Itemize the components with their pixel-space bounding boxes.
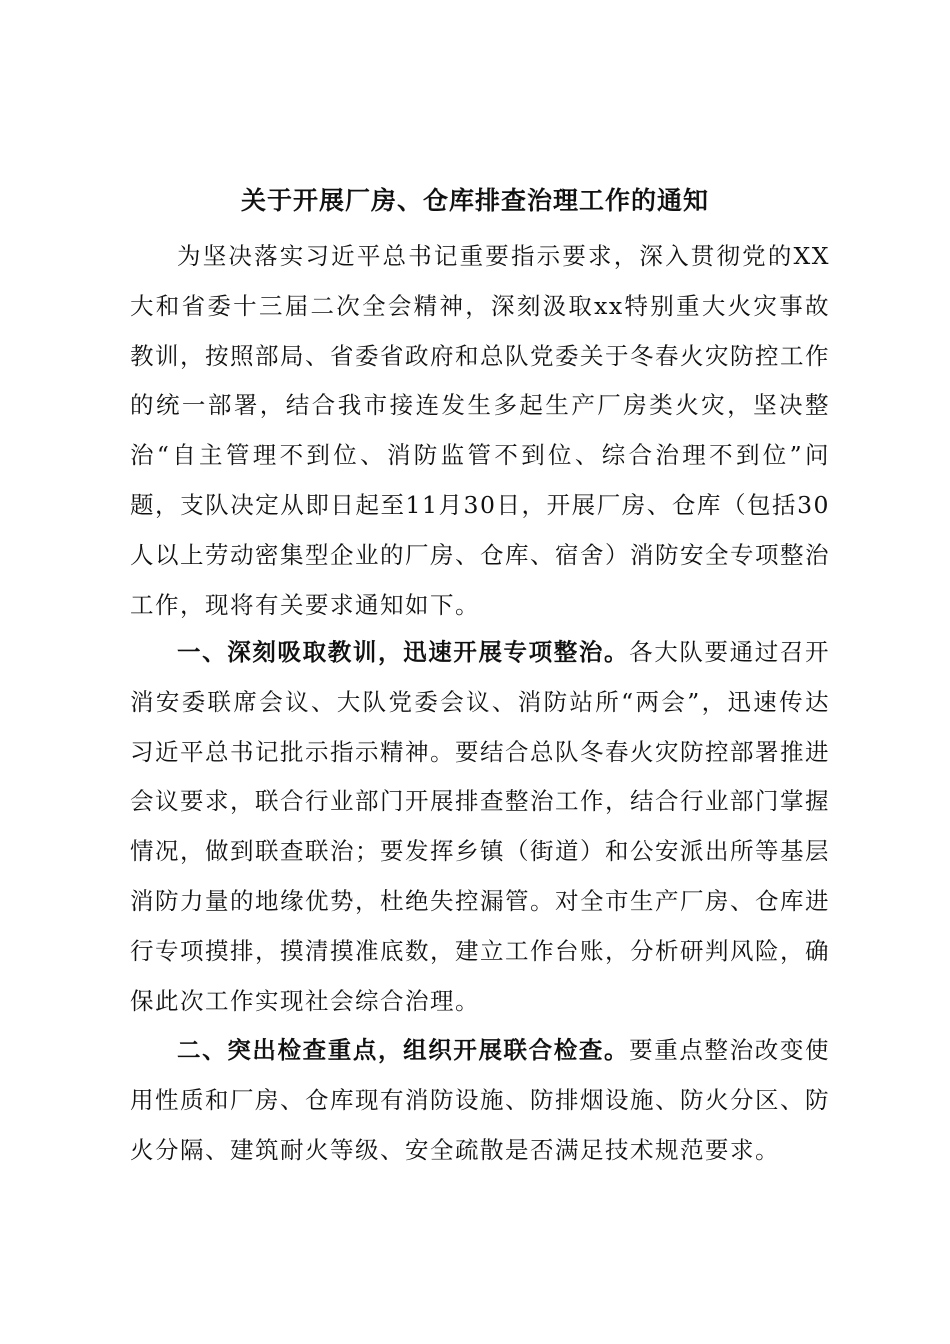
paragraph-section-1	[130, 628, 830, 1026]
paragraph-text	[130, 1026, 830, 1175]
paragraph-text	[130, 628, 830, 1026]
paragraph-body: 各大队要通过召开消安委联席会议、大队党委会议、消防站所“两会”，迅速传达习近平总书记批示指示精神。要结合总队冬春火灾防控部署推进会议要求，联合行业部门开展排查整治工作，结合行业部门掌握情况，做到联查联治；要发挥乡镇（街道）和公安派出所等基层消防力量的地缘优势，杜绝失控漏管。对全市生产厂房、仓库进行专项摸排，摸清摸准底数，建立工作台账，分析研判风险，确保此次工作实现社会综合治理。	[130, 638, 831, 1015]
paragraph-body: 为坚决落实习近平总书记重要指示要求，深入贯彻党的XX大和省委十三届二次全会精神，深刻汲取xx特别重大火灾事故教训，按照部局、省委省政府和总队党委关于冬春火灾防控工作的统一部署，结合我市接连发生多起生产厂房类火灾，坚决整治“自主管理不到位、消防监管不到位、综合治理不到位”问题，支队决定从即日起至11月30日，开展厂房、仓库（包括30人以上劳动密集型企业的厂房、仓库、宿舍）消防安全专项整治工作，现将有关要求通知如下。	[130, 242, 830, 619]
section-heading: 二、突出检查重点，组织开展联合检查。	[177, 1036, 630, 1064]
paragraph-body: 要重点整治改变使用性质和厂房、仓库现有消防设施、防排烟设施、防火分区、防火分隔、建筑耐火等级、安全疏散是否满足技术规范要求。	[130, 1036, 831, 1164]
paragraph-text	[130, 232, 830, 630]
section-heading: 一、深刻吸取教训，迅速开展专项整治。	[177, 638, 630, 666]
document-title: 关于开展厂房、仓库排查治理工作的通知	[240, 186, 709, 215]
paragraph-section-2	[130, 1026, 830, 1175]
paragraph-intro	[130, 232, 830, 630]
